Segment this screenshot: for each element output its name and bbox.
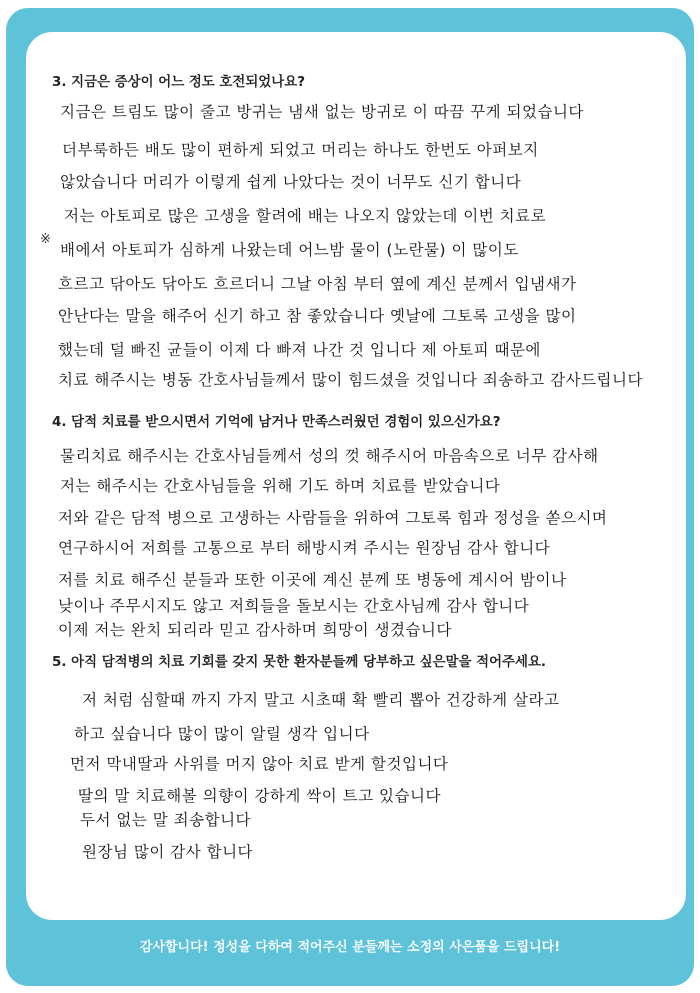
answer-4-line: 연구하시어 저희를 고통으로 부터 해방시켜 주시는 원장님 감사 합니다 [58, 539, 551, 557]
answer-4-line: 저와 같은 담적 병으로 고생하는 사람들을 위하여 그토록 힘과 정성을 쏟으시며 [58, 509, 608, 527]
answer-4-line: 낮이나 주무시지도 않고 저희들을 돌보시는 간호사님께 감사 합니다 [58, 597, 530, 615]
answer-3-line: 치료 해주시는 병동 간호사님들께서 많이 힘드셨을 것입니다 죄송하고 감사드립니다 [58, 371, 643, 389]
answer-4-line: 이제 저는 완치 되리라 믿고 감사하며 희망이 생겼습니다 [58, 621, 452, 639]
answer-3-line: 했는데 덜 빠진 균들이 이제 다 빠져 나간 것 입니다 제 아토피 때문에 [58, 341, 541, 359]
answer-5-line: 두서 없는 말 죄송합니다 [80, 811, 252, 829]
section-4 [52, 410, 672, 639]
answer-5-line: 먼저 막내딸과 사위를 머지 않아 치료 받게 할것입니다 [70, 755, 449, 773]
answer-3-line: 않았습니다 머리가 이렇게 쉽게 나았다는 것이 너무도 신기 합니다 [60, 173, 522, 191]
answer-5-line: 저 처럼 심할때 까지 가지 말고 시초때 확 빨리 뽑아 건강하게 살라고 [82, 691, 560, 709]
answer-5-line: 딸의 말 치료해볼 의향이 강하게 싹이 트고 있습니다 [78, 787, 441, 805]
answer-5-line: 하고 싶습니다 많이 많이 알릴 생각 입니다 [74, 725, 370, 743]
section-3 [40, 70, 672, 400]
answer-4-line: 저는 해주시는 간호사님들을 위해 기도 하며 치료를 받았습니다 [60, 477, 501, 495]
section-5 [52, 650, 672, 890]
asterisk-mark: ※ [40, 232, 51, 247]
answer-3-line: 지금은 트림도 많이 줄고 방귀는 냄새 없는 방귀로 이 따끔 꾸게 되었습니다 [60, 103, 584, 121]
answer-3-line: 배에서 아토피가 심하게 나왔는데 어느밤 물이 (노란물) 이 많이도 [60, 241, 519, 259]
answer-3-line: 안난다는 말을 해주어 신기 하고 참 좋았습니다 옛날에 그토록 고생을 많이 [58, 307, 577, 325]
question-5: 5. 아직 담적병의 치료 기회를 갖지 못한 환자분들께 당부하고 싶은말을 적어주세요. [52, 654, 547, 670]
answer-3-line: 흐르고 닦아도 닦아도 흐르더니 그날 아침 부터 옆에 계신 분께서 입냄새가 [58, 275, 577, 293]
footer-thanks: 감사합니다! 정성을 다하여 적어주신 분들께는 소정의 사은품을 드립니다! [139, 940, 561, 955]
answer-3-line: 더부룩하든 배도 많이 편하게 되었고 머리는 하나도 한번도 아퍼보지 [62, 141, 539, 159]
answer-4-line: 물리치료 해주시는 간호사님들께서 성의 껏 해주시어 마음속으로 너무 감사해 [60, 447, 599, 465]
answer-5-line: 원장님 많이 감사 합니다 [82, 843, 254, 861]
question-4: 4. 담적 치료를 받으시면서 기억에 남거나 만족스러웠던 경험이 있으신가요? [52, 414, 501, 430]
answer-4-line: 저를 치료 해주신 분들과 또한 이곳에 계신 분께 또 병동에 계시어 밤이나 [58, 571, 567, 589]
answer-3-line: 저는 아토피로 많은 고생을 할려에 배는 나오지 않았는데 이번 치료로 [64, 207, 547, 225]
question-3: 3. 지금은 증상이 어느 정도 호전되었나요? [52, 74, 305, 90]
survey-paper [26, 32, 686, 920]
card-frame [6, 8, 694, 986]
